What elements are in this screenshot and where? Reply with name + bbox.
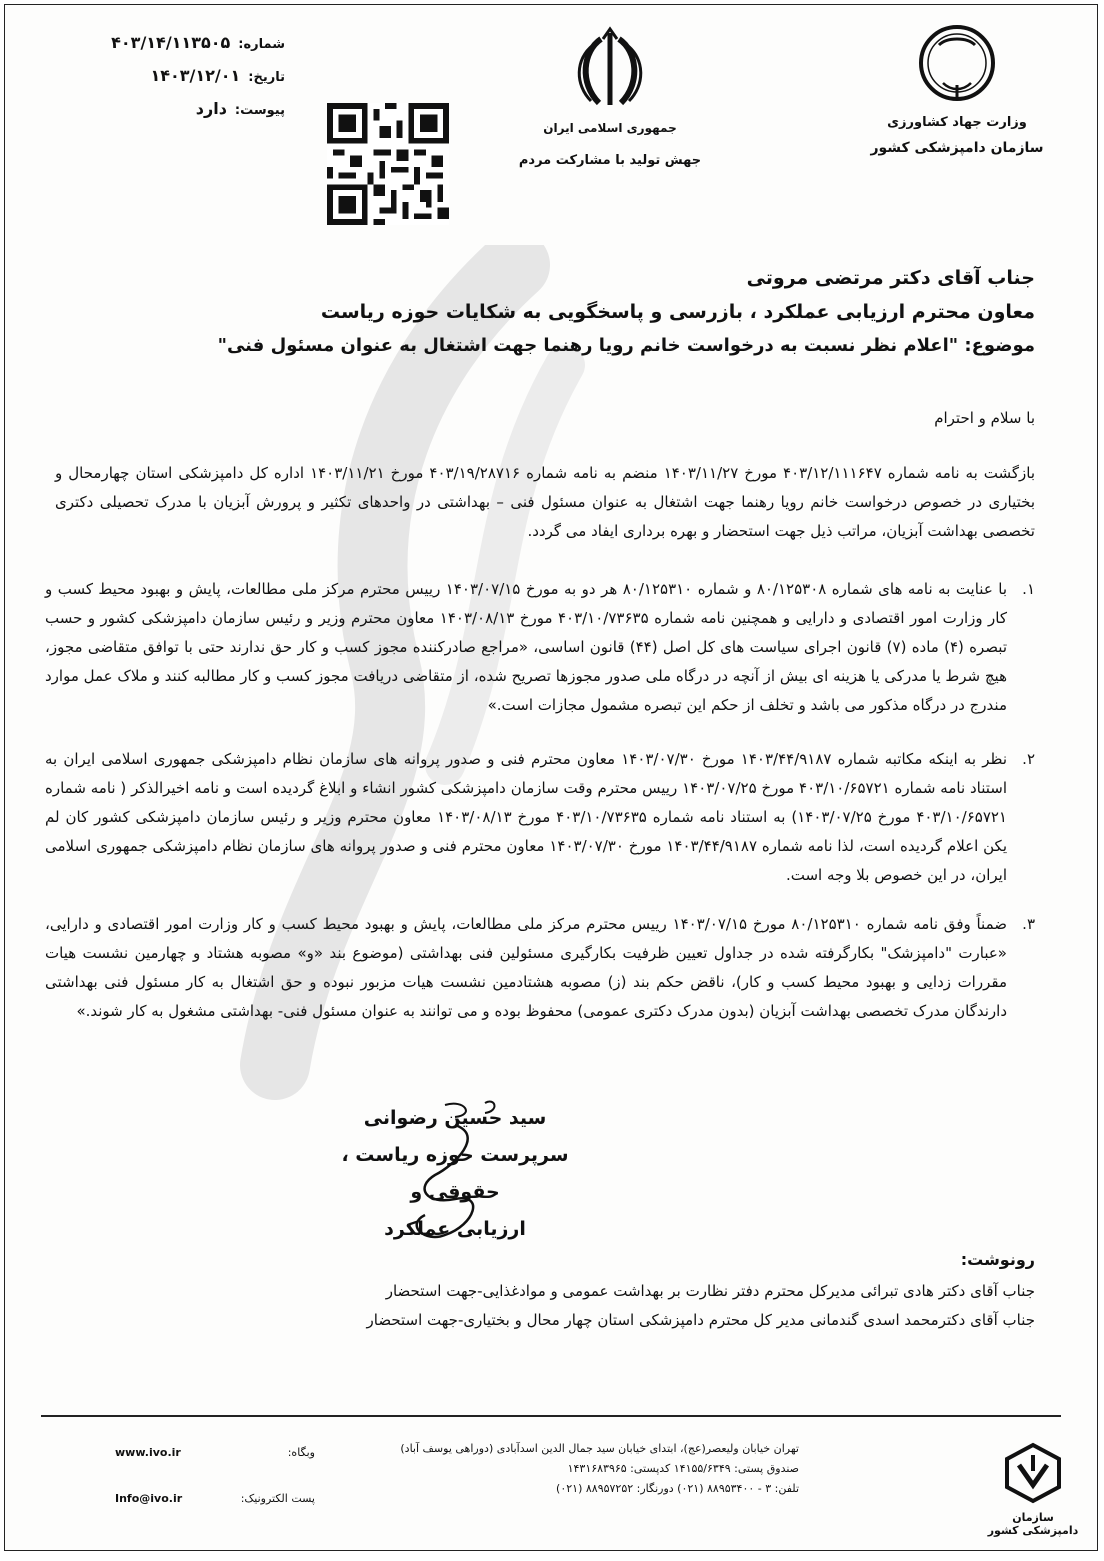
addressee-name: جناب آقای دکتر مرتضی مروتی bbox=[746, 267, 1035, 289]
email-link[interactable]: Info@ivo.ir bbox=[115, 1492, 183, 1505]
footer-address bbox=[279, 1439, 799, 1499]
footer-divider bbox=[41, 1415, 1061, 1417]
cc-block bbox=[55, 1250, 1035, 1335]
list-item-text: نظر به اینکه مکاتبه شماره ۱۴۰۳/۴۴/۹۱۸۷ مورخ ۱۴۰۳/۰۷/۳۰ معاون محترم فنی و صدور پروانه های سازمان نظام دامپزشکی جمهوری اسلامی ایران به استناد نامه شماره ۴۰۳/۱۰/۶۵۷۲۱ مورخ ۱۴۰۳/۰۷/۲۵ رییس محترم وقت سازمان دامپزشکی کشور انشاء و ابلاغ گردیده است و نامه اخیرالذکر ( نامه شماره ۴۰۳/۱۰/۶۵۷۲۱ مورخ ۱۴۰۳/۰۷/۲۵) به استناد نامه شماره ۴۰۳/۱۰/۷۳۶۳۵ مورخ ۱۴۰۳/۰۸/۱۳ معاون محترم وزیر و رئیس سازمان دامپزشکی کشور کان لم یکن اعلام گردیده است، لذا نامه شماره ۱۴۰۳/۴۴/۹۱۸۷ مورخ ۱۴۰۳/۰۷/۳۰ معاون محترم فنی و صدور پروانه های سازمان نظام دامپزشکی جمهوری اسلامی ایران، در این خصوص بلا وجه است. bbox=[45, 750, 1008, 884]
addressee-block bbox=[135, 267, 1035, 368]
email-label: پست الکترونیک: bbox=[240, 1492, 315, 1505]
cc-line: جناب آقای دکترمحمد اسدی گندمانی مدیر کل محترم دامپزشکی استان چهار محال و بختیاری-جهت استحضار bbox=[366, 1311, 1035, 1329]
list-item bbox=[45, 745, 1035, 890]
ministry-name: وزارت جهاد کشاورزی bbox=[887, 115, 1027, 130]
signatory-name: سید حسین رضوانی bbox=[363, 1107, 547, 1129]
website-row bbox=[115, 1443, 315, 1463]
addressee-title: معاون محترم ارزیابی عملکرد ، بازرسی و پاسخگویی به شکایات حوزه ریاست bbox=[320, 301, 1035, 323]
qr-code-icon[interactable] bbox=[327, 103, 449, 225]
footer-org-caption: سازمان دامپزشکی کشور bbox=[987, 1511, 1079, 1537]
slogan-text: جهش تولید با مشارکت مردم bbox=[518, 153, 702, 168]
date-label: تاریخ: bbox=[248, 70, 285, 85]
footer-contact bbox=[115, 1443, 315, 1535]
signatory-title: سرپرست حوزه ریاست ، حقوقی و bbox=[341, 1144, 569, 1203]
postbox-line: صندوق پستی: ۱۴۱۵۵/۶۳۴۹ کدپستی: ۱۴۳۱۶۸۳۹۶۵ bbox=[567, 1462, 799, 1475]
attachment-label: پیوست: bbox=[234, 103, 285, 118]
number-label: شماره: bbox=[238, 37, 285, 52]
cc-line: جناب آقای دکتر هادی تبرائی مدیرکل محترم دفتر نظارت بر بهداشت عمومی و موادغذایی-جهت استحضار bbox=[385, 1282, 1035, 1300]
letter-number-row bbox=[45, 33, 285, 52]
signature-block bbox=[305, 1100, 605, 1248]
iran-emblem-icon bbox=[565, 25, 655, 115]
organization-name: سازمان دامپزشکی کشور bbox=[870, 140, 1044, 156]
greeting: با سلام و احترام bbox=[934, 409, 1035, 427]
email-row bbox=[115, 1489, 315, 1509]
attachment-value: دارد bbox=[195, 99, 227, 118]
footer bbox=[5, 1425, 1098, 1535]
ministry-block bbox=[857, 23, 1057, 156]
list-item bbox=[45, 575, 1035, 720]
signatory-title-cont: ارزیابی عملکرد bbox=[384, 1218, 526, 1240]
intro-paragraph: بازگشت به نامه شماره ۴۰۳/۱۲/۱۱۱۶۴۷ مورخ ۱۴۰۳/۱۱/۲۷ منضم به نامه شماره ۴۰۳/۱۹/۲۸۷۱۶ مورخ ۱۴۰۳/۱۱/۲۱ اداره کل دامپزشکی استان چهارمحال و بختیاری در خصوص درخواست خانم رویا رهنما جهت اشتغال به عنوان مسئول فنی – بهداشتی در واحدهای تکثیر و پرورش آبزیان با مدرک تحصیلی دکتری تخصصی بهداشت آبزیان، مراتب ذیل جهت استحضار و بهره برداری ایفاد می گردد. bbox=[55, 464, 1036, 540]
republic-emblem-block bbox=[510, 25, 710, 168]
letter-meta bbox=[45, 33, 285, 132]
number-value: ۴۰۳/۱۴/۱۱۳۵۰۵ bbox=[111, 33, 231, 52]
list-item-text: با عنایت به نامه های شماره ۸۰/۱۲۵۳۰۸ و شماره ۸۰/۱۲۵۳۱۰ هر دو به مورخ ۱۴۰۳/۰۷/۱۵ رییس محترم مرکز ملی مطالعات، پایش و بهبود محیط کسب و کار وزارت امور اقتصادی و دارایی و همچنین نامه شماره ۴۰۳/۱۰/۷۳۶۳۵ مورخ ۱۴۰۳/۰۸/۱۳ معاون محترم وزیر و رئیس سازمان دامپزشکی کشور و حسب تبصره (۴) ماده (۷) قانون اجرای سیاست های کل اصل (۴۴) قانون اساسی، «مراجع صادرکننده مجوز کسب و کار حق ندارند حتی با توافق متقاضی مجوز، هیچ شرط یا مدرکی یا هزینه ای بیش از آنچه در درگاه ملی صدور مجوزها تصریح شده، از متقاضی دریافت مجوز کسب و کار مطالبه کنند و ملاک عمل موارد مندرج در درگاه مذکور می باشد و تخلف از حکم این تبصره مشمول مجازات است.» bbox=[45, 580, 1008, 714]
republic-text: جمهوری اسلامی ایران bbox=[543, 121, 677, 135]
letter-page bbox=[4, 4, 1098, 1551]
footer-logo-block bbox=[987, 1441, 1079, 1537]
list-item bbox=[45, 910, 1035, 1026]
date-value: ۱۴۰۳/۱۲/۰۱ bbox=[150, 66, 241, 85]
list-item-text: ضمناً وفق نامه شماره ۸۰/۱۲۵۳۱۰ مورخ ۱۴۰۳/۰۷/۱۵ رییس محترم مرکز ملی مطالعات، پایش و بهبود محیط کسب و کار وزارت امور اقتصادی و دارایی، «عبارت "دامپزشک" بکارگرفته شده در جداول تعیین ظرفیت بکارگیری مسئولین فنی بهداشتی (موضوع بند «و» مصوبه هشتاد و چهارمین نشست هیات مقررات زدایی و بهبود محیط کسب و کار)، ناقض حکم بند (ز) مصوبه هشتادمین نشست هیات مزبور نبوده و حق اشتغال به کار مسئول فنی بهداشتی دارندگان مدرک تخصصی بهداشت آبزیان (بدون مدرک دکتری عمومی) محفوظ بوده و می توانند به عنوان مسئول فنی- بهداشتی مشغول به کار شوند.» bbox=[45, 915, 1007, 1020]
address-line: تهران خیابان ولیعصر(عج)، ابتدای خیابان سید جمال الدین اسدآبادی (دوراهی یوسف آباد) bbox=[400, 1442, 799, 1455]
phone-line: تلفن: ۳ - ۸۸۹۵۳۴۰۰ (۰۲۱) دورنگار: ۸۸۹۵۷۲۵۲ (۰۲۱) bbox=[556, 1482, 799, 1495]
ivo-logo-icon bbox=[1001, 1441, 1065, 1505]
list-item-number: ۲. bbox=[1022, 750, 1035, 768]
jahad-logo-icon bbox=[917, 23, 997, 103]
website-label: وبگاه: bbox=[287, 1446, 315, 1459]
attachment-row bbox=[45, 99, 285, 118]
website-link[interactable]: www.ivo.ir bbox=[115, 1446, 181, 1459]
list-item-number: ۱. bbox=[1022, 580, 1035, 598]
cc-title: رونوشت: bbox=[960, 1250, 1035, 1269]
letter-date-row bbox=[45, 66, 285, 85]
subject-line: موضوع: "اعلام نظر نسبت به درخواست خانم رویا رهنما جهت اشتغال به عنوان مسئول فنی" bbox=[217, 335, 1035, 356]
list-item-number: ۳. bbox=[1022, 915, 1035, 933]
